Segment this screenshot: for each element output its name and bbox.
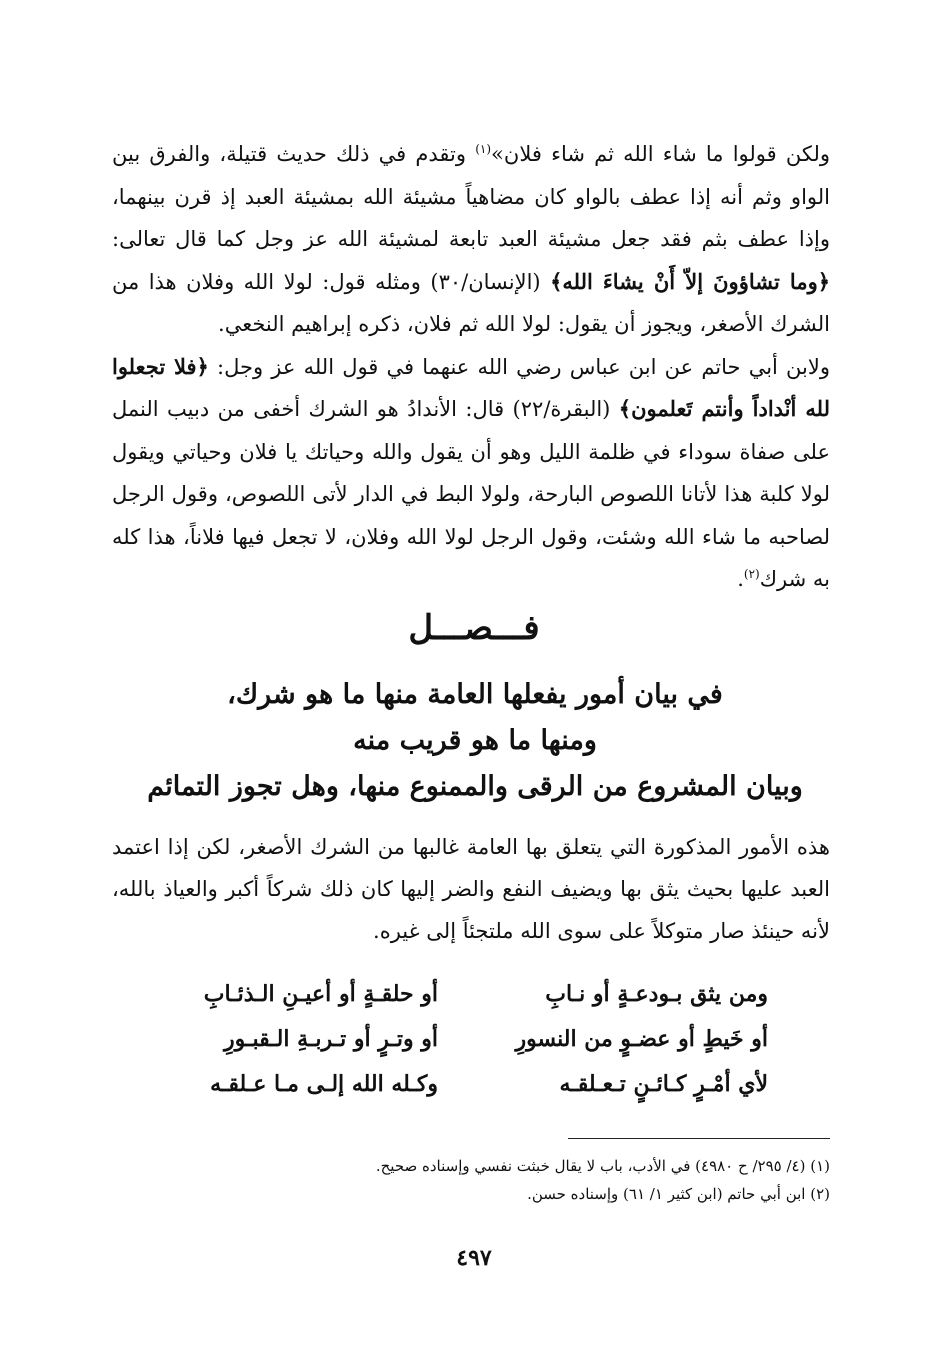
paragraph-1 [112,133,830,346]
section-title: فـــصـــل [408,608,540,648]
poem-verse [158,1062,768,1107]
paragraph-3 [112,826,830,952]
quran-verse-baqara: ﴿فلا تجعلوا لله أنْداداً وأنتم تَعلمون﴾ [112,353,830,421]
heading-line-2: ومنها ما هو قريب منه [353,725,597,756]
poem [158,972,768,1107]
poem-hemistich-first: أو خَيطٍ أو عضـوٍ من النسورِ [515,1026,768,1052]
footnotes [112,1152,830,1208]
p2-sentence-1: ولابن أبي حاتم عن ابن عباس رضي الله عنهما في قول الله عز وجل: [208,354,830,379]
page-number: ٤٩٧ [456,1245,492,1271]
heading-line-3: وبيان المشروع من الرقى والممنوع منها، وهل تجوز التمائم [147,771,803,802]
footnote-divider [568,1138,830,1139]
paragraph-2 [112,346,830,601]
footnote-2: (٢) ابن أبي حاتم (ابن كثير ١/ ٦١) وإسناده حسن. [527,1185,830,1203]
p2-end: . [737,567,744,591]
paragraph-3-text: هذه الأمور المذكورة التي يتعلق بها العامة غالبها من الشرك الأصغر، لكن إذا اعتمد العبد عليها بحيث يثق بها ويضيف النفع والضر إليها كان ذلك شركاً أكبر والعياذ بالله، لأنه حينئذ صار متوكلاً على سوى الله ملتجئاً إلى غيره. [112,835,830,943]
poem-verse [158,972,768,1017]
main-text-block [112,133,830,601]
p1-sentence-2: وتقدم في ذلك حديث قتيلة، والفرق بين الواو وثم أنه إذا عطف بالواو كان مضاهياً مشيئة الله بمشيئة العبد إذ قرن بينهما، وإذا عطف بثم فقد جعل مشيئة العبد تابعة لمشيئة الله عز وجل كما قال تعالى: [112,142,830,251]
p2-sentence-2: (البقرة/٢٢) قال: الأندادُ هو الشرك أخفى من دبيب النمل على صفاة سوداء في ظلمة الليل وهو أن يقول والله وحياتك يا فلان وحياتي ويقول لولا كلبة هذا لأتانا اللصوص البارحة، ولولا البط في الدار لأتى اللصوص، وقول الرجل لصاحبه ما شاء الله وشئت، وقول الرجل لولا الله وفلان، لا تجعل فيها فلاناً، هذا كله به شرك [112,397,830,591]
p1-sentence-1: ولكن قولوا ما شاء الله ثم شاء فلان» [491,142,830,166]
poem-hemistich-first: لأي أمْـرٍ كـائـنٍ تـعـلقـه [559,1071,768,1097]
footnote-1: (١) (٤/ ٢٩٥/ ح ٤٩٨٠) في الأدب، باب لا يقال خبثت نفسي وإسناده صحيح. [375,1157,830,1175]
heading-line-1: في بيان أمور يفعلها العامة منها ما هو شرك، [227,679,723,710]
footnote-ref-2: (٢) [743,567,760,581]
quran-verse-insan: ﴿وما تشاؤونَ إلاّ أَنْ يشاءَ الله﴾ [550,268,831,294]
p1-sentence-3: (الإنسان/٣٠) ومثله قول: لولا الله وفلان هذا من الشرك الأصغر، ويجوز أن يقول: لولا الله ثم فلان، ذكره إبراهيم النخعي. [112,269,830,336]
footnote-ref-1: (١) [475,142,492,156]
poem-hemistich-second: أو وتـرٍ أو تـربـةِ الـقبـورِ [224,1026,438,1052]
section-heading [120,672,830,810]
poem-hemistich-second: وكـله الله إلـى مـا عـلقـه [210,1071,438,1097]
poem-hemistich-second: أو حلقـةٍ أو أعيـنِ الـذئـابِ [203,981,438,1007]
poem-hemistich-first: ومن يثق بـودعـةٍ أو نـابِ [545,981,768,1007]
poem-verse [158,1017,768,1062]
